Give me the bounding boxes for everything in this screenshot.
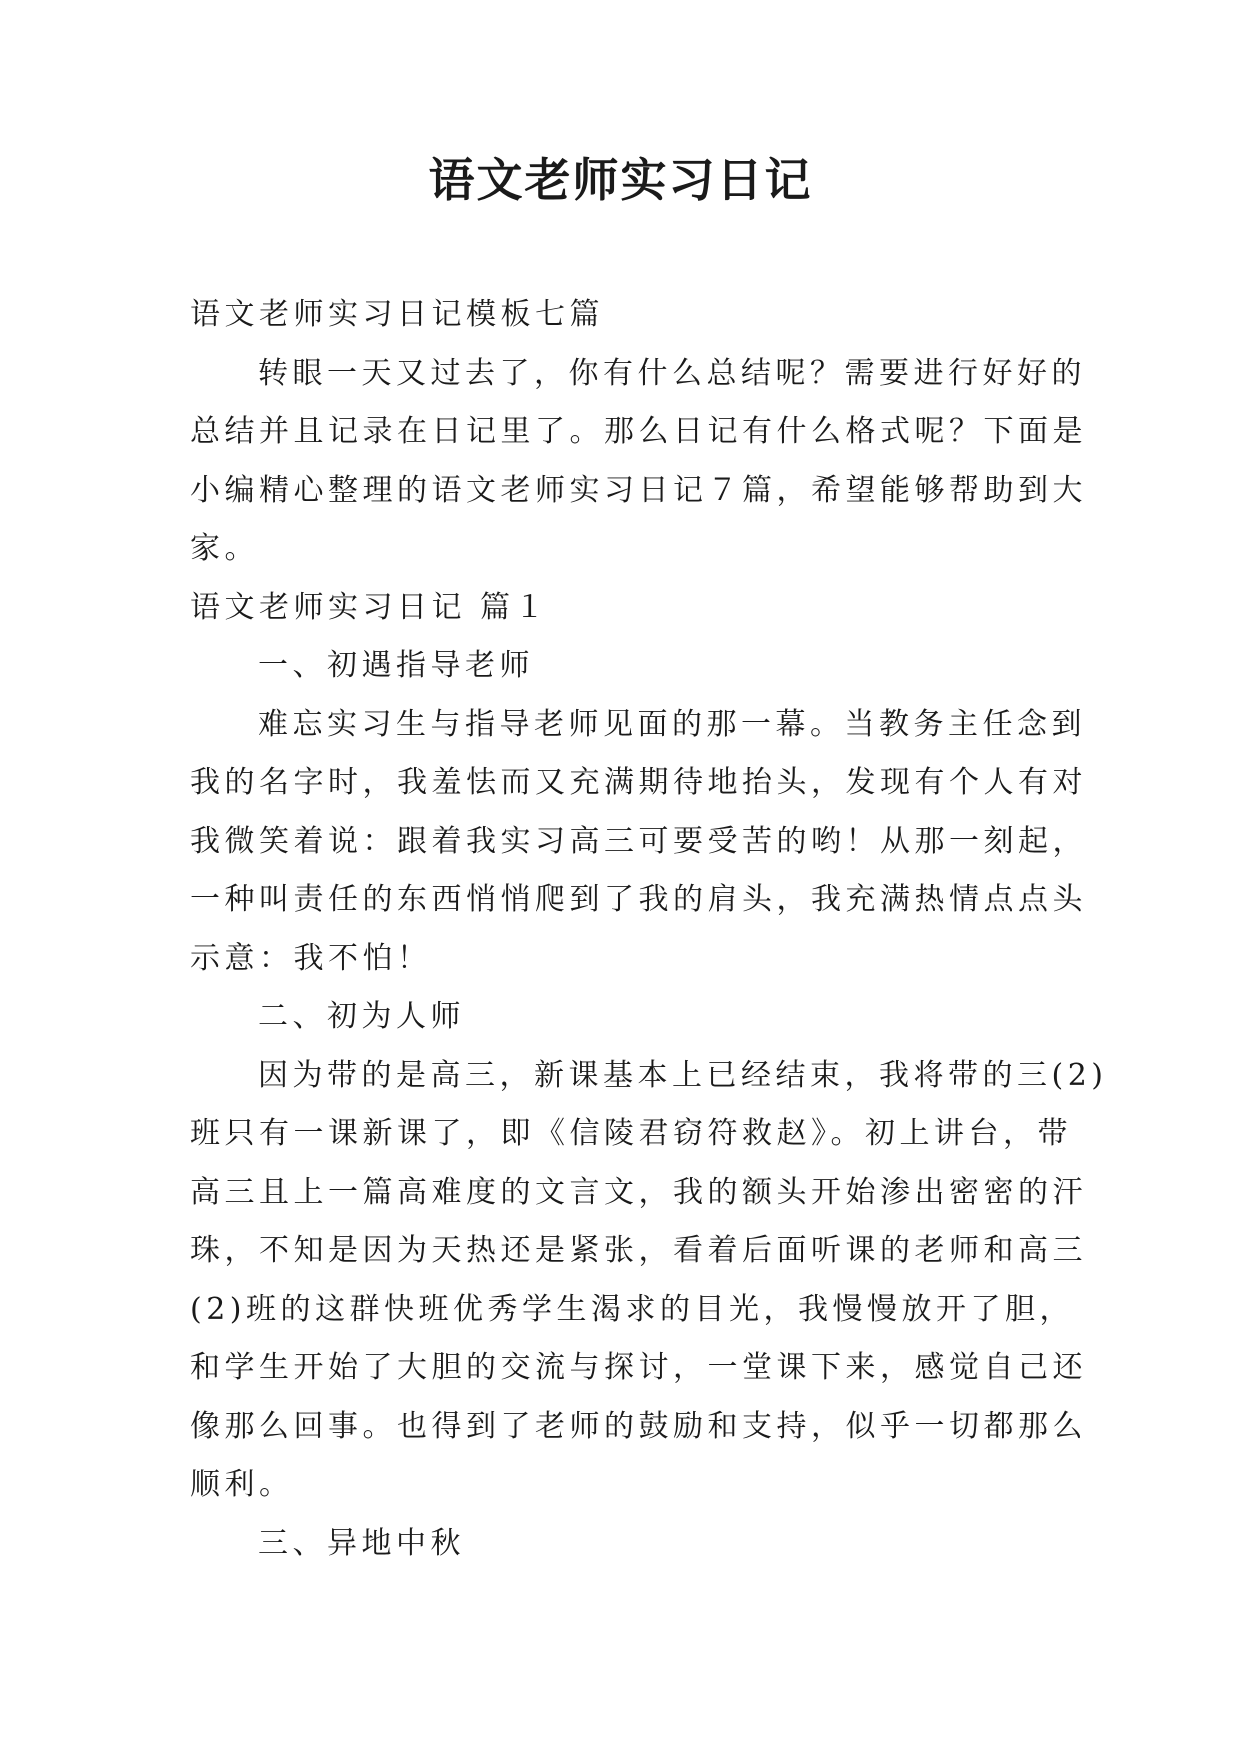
paragraph-line: 和学生开始了大胆的交流与探讨，一堂课下来，感觉自己还 xyxy=(190,1350,1087,1385)
paragraph-line: 我微笑着说：跟着我实习高三可要受苦的哟！从那一刻起， xyxy=(190,823,1087,859)
intro-paragraph-line: 总结并且记录在日记里了。那么日记有什么格式呢？下面是 xyxy=(190,414,1087,449)
subheading-line: 三、异地中秋 xyxy=(258,1525,465,1561)
subheading-line: 二、初为人师 xyxy=(258,999,465,1034)
document-body xyxy=(190,286,1108,1573)
subtitle-line: 语文老师实习日记模板七篇 xyxy=(190,297,604,332)
paragraph-line: 像那么回事。也得到了老师的鼓励和支持，似乎一切都那么 xyxy=(190,1408,1087,1444)
intro-paragraph-line: 小编精心整理的语文老师实习日记７篇，希望能够帮助到大 xyxy=(190,472,1087,508)
paragraph-line: 珠，不知是因为天热还是紧张，看着后面听课的老师和高三 xyxy=(190,1233,1087,1268)
document-title: 语文老师实习日记 xyxy=(428,153,813,207)
intro-paragraph-line: 转眼一天又过去了，你有什么总结呢？需要进行好好的 xyxy=(258,355,1086,391)
section-heading-line: 语文老师实习日记 篇１ xyxy=(190,589,550,625)
intro-paragraph-line: 家。 xyxy=(190,531,259,566)
paragraph-line: 一种叫责任的东西悄悄爬到了我的肩头，我充满热情点点头 xyxy=(190,882,1087,917)
paragraph-line: 顺利。 xyxy=(190,1467,294,1502)
paragraph-line: 高三且上一篇高难度的文言文，我的额头开始渗出密密的汗 xyxy=(190,1174,1087,1210)
paragraph-line: 难忘实习生与指导老师见面的那一幕。当教务主任念到 xyxy=(258,706,1086,742)
paragraph-line: 示意：我不怕！ xyxy=(190,940,432,976)
subheading-line: 一、初遇指导老师 xyxy=(258,648,534,683)
paragraph-line: 因为带的是高三，新课基本上已经结束，我将带的三(2) xyxy=(258,1057,1108,1093)
paragraph-line: (2)班的这群快班优秀学生渴求的目光，我慢慢放开了胆， xyxy=(190,1291,1074,1327)
paragraph-line: 我的名字时，我羞怯而又充满期待地抬头，发现有个人有对 xyxy=(190,765,1087,800)
paragraph-line: 班只有一课新课了，即《信陵君窃符救赵》。初上讲台，带 xyxy=(190,1116,1072,1151)
